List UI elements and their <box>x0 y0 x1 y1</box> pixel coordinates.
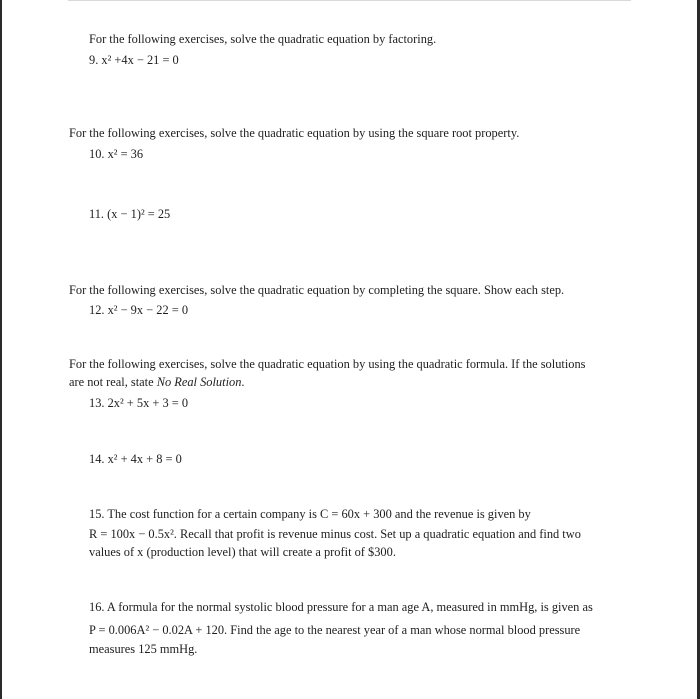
section-intro-quadratic-formula-line2 <box>69 374 245 390</box>
top-rule <box>68 0 631 1</box>
problem-15-line2-suffix: Recall that profit is revenue minus cost. Set up a quadratic equation and find two <box>176 527 581 541</box>
intro-suffix: . <box>241 375 245 389</box>
problem-12: 12. x² − 9x − 22 = 0 <box>89 303 189 317</box>
problem-10: 10. x² = 36 <box>89 147 144 161</box>
revenue-equation: R = 100x − 0.5x². <box>89 527 177 541</box>
cost-equation: C = 60x + 300 <box>320 507 392 521</box>
problem-15-line3: values of x (production level) that will create a profit of $300. <box>89 545 396 559</box>
problem-16-line2 <box>89 622 580 638</box>
problem-16-line2-suffix: Find the age to the nearest year of a man whose normal blood pressure <box>227 623 581 637</box>
problem-15-line2 <box>89 526 581 542</box>
section-intro-completing-square: For the following exercises, solve the quadratic equation by completing the square. Show each step. <box>69 283 565 297</box>
problem-13: 13. 2x² + 5x + 3 = 0 <box>89 396 189 410</box>
section-intro-quadratic-formula: For the following exercises, solve the quadratic equation by using the quadratic formula. If the solutions <box>69 357 586 371</box>
no-real-solution-text: No Real Solution <box>156 375 242 389</box>
problem-15-line1-prefix: 15. The cost function for a certain company is <box>89 507 320 521</box>
section-intro-square-root: For the following exercises, solve the quadratic equation by using the square root property. <box>69 126 520 140</box>
problem-16-line1: 16. A formula for the normal systolic blood pressure for a man age A, measured in mmHg, is given as <box>89 600 593 614</box>
problem-14: 14. x² + 4x + 8 = 0 <box>89 452 182 466</box>
problem-16-line3: measures 125 mmHg. <box>89 642 198 656</box>
problem-15-line1-suffix: and the revenue is given by <box>391 507 531 521</box>
problem-15-line1 <box>89 506 531 522</box>
left-page-edge <box>0 0 2 699</box>
section-intro-factoring: For the following exercises, solve the quadratic equation by factoring. <box>89 32 437 46</box>
blood-pressure-equation: P = 0.006A² − 0.02A + 120. <box>89 623 228 637</box>
problem-9: 9. x² +4x − 21 = 0 <box>89 53 179 67</box>
intro-prefix: are not real, state <box>69 375 157 389</box>
problem-11: 11. (x − 1)² = 25 <box>89 207 171 221</box>
